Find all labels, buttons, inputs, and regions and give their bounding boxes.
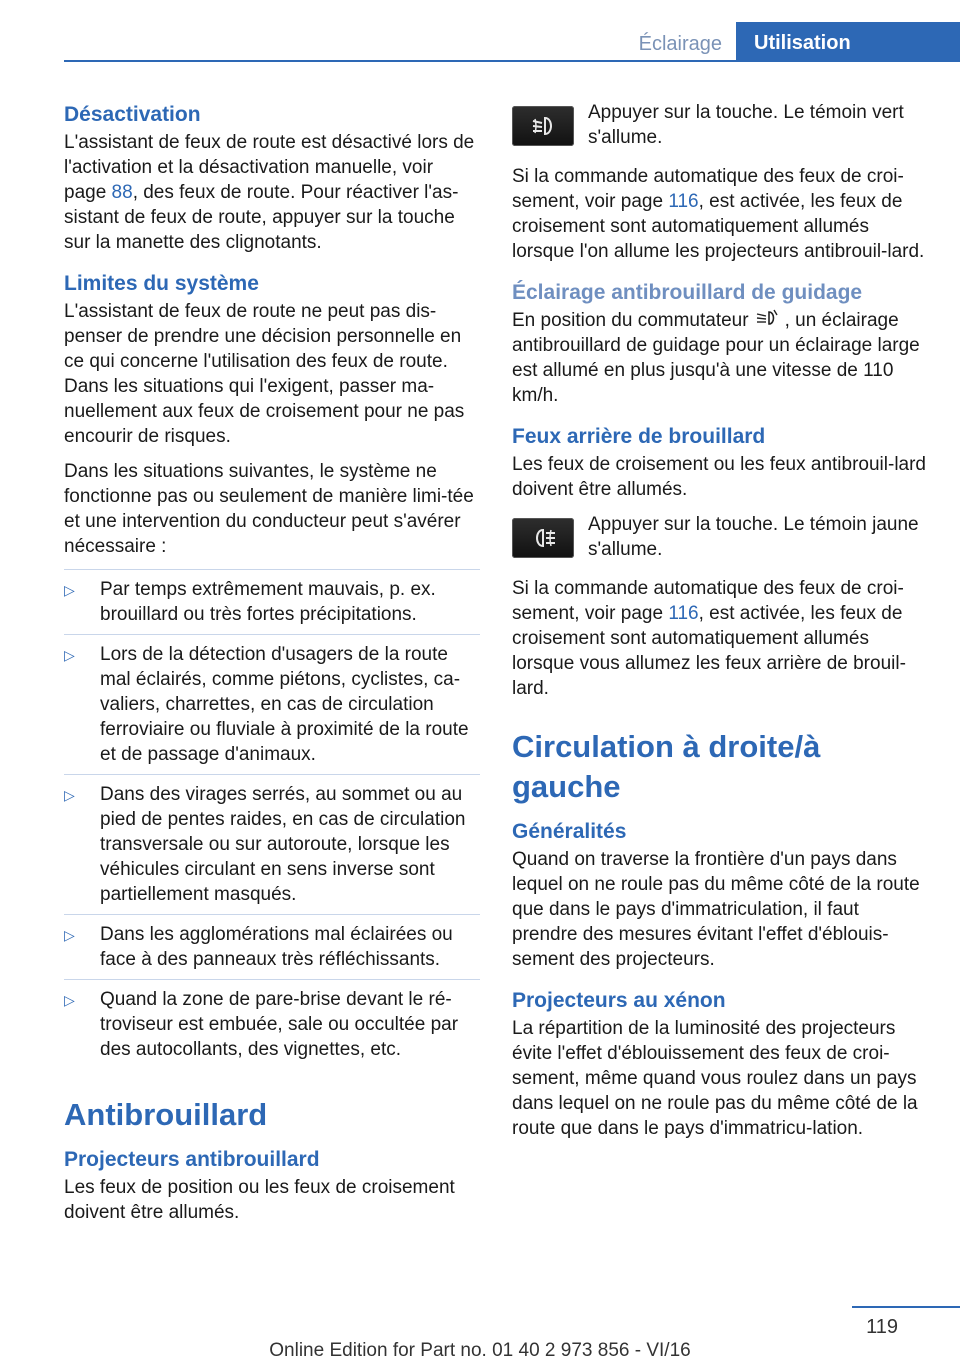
triangle-right-icon: ▷: [64, 647, 75, 663]
text-span: En position du commutateur: [512, 310, 749, 331]
paragraph-limites-1: L'assistant de feux de route ne peut pas dis-penser de prendre une décision personnelle en ce qui concerne l'utilisation des feux de route. Dans les situations qui l'exigent, passer ma-nuellement aux feux de croisement pour ne pas encourir de risques.: [64, 301, 465, 447]
triangle-right-icon: ▷: [64, 582, 75, 598]
heading-generalites: Généralités: [512, 820, 627, 843]
header-section-title: Éclairage: [638, 33, 722, 55]
triangle-right-icon: ▷: [64, 787, 75, 803]
text-span: , est activée, les feux de croisement sont automatiquement allumés lorsque l'on allume les projecteurs antibrouil-lard.: [512, 191, 925, 262]
front-fog-light-icon: [512, 106, 574, 146]
heading-desactivation: Désactivation: [64, 103, 201, 126]
paragraph-limites-2: Dans les situations suivantes, le système ne fonctionne pas ou seulement de manière limi-tée et une intervention du conducteur peut s'avérer nécessaire :: [64, 461, 474, 557]
text-span: Si la commande automatique des feux de croi-sement, voir page: [512, 166, 904, 212]
heading-guidage: Éclairage antibrouillard de guidage: [512, 281, 863, 304]
paragraph-feux-arriere: Les feux de croisement ou les feux antibrouil-lard doivent être allumés.: [512, 454, 927, 500]
text-span: , est activée, les feux de croisement sont automatiquement allumés lorsque vous allumez les feux arrière de brouil-lard.: [512, 603, 906, 699]
list-item: [64, 569, 480, 635]
heading-circulation: Circulation à droite/à gauche: [512, 729, 821, 804]
heading-limites: Limites du système: [64, 272, 259, 295]
left-column: [64, 100, 480, 1225]
paragraph-xenon: La répartition de la luminosité des projecteurs évite l'effet d'éblouissement des feux de croi-sement, même quand vous roulez dans un pays dans lequel on ne roule pas du même côté de la route que dans le pays d'immatricu-lation.: [512, 1018, 918, 1139]
text-span: Si la commande automatique des feux de croi-sement, voir page: [512, 578, 904, 624]
text-span: , un éclairage antibrouillard de guidage pour un éclairage large est allumé en plus jusqu'à une vitesse de 110 km/h.: [512, 310, 920, 406]
list-item-text: Dans des virages serrés, au sommet ou au pied de pentes raides, en cas de circulation transversale ou sur autoroute, lorsque les véhicules circulant en sens inverse sont partiellement masqués.: [100, 784, 466, 905]
list-item: [64, 775, 480, 915]
rear-fog-light-icon: [512, 518, 574, 558]
edition-footer: Online Edition for Part no. 01 40 2 973 856 - VI/16: [269, 1340, 691, 1361]
limitations-list: [64, 569, 480, 1069]
list-item: [64, 915, 480, 980]
header-rule: [64, 60, 960, 62]
list-item: [64, 980, 480, 1069]
rear-fog-instruction: Appuyer sur la touche. Le témoin jaune s'allume.: [588, 514, 919, 560]
heading-xenon: Projecteurs au xénon: [512, 989, 726, 1012]
right-column: [512, 100, 928, 1141]
front-fog-instruction: Appuyer sur la touche. Le témoin vert s'allume.: [588, 102, 904, 148]
paragraph-projecteurs: Les feux de position ou les feux de croisement doivent être allumés.: [64, 1177, 455, 1223]
page-link-116[interactable]: 116: [668, 603, 699, 624]
footer-rule: [0, 1306, 960, 1308]
paragraph-auto-front: [512, 164, 928, 264]
list-item-text: Lors de la détection d'usagers de la route mal éclairés, comme piétons, cyclistes, ca-valiers, charrettes, en cas de circulation ferroviaire ou fluviale à proximité de la route et de passage d'animaux.: [100, 644, 469, 765]
heading-feux-arriere: Feux arrière de brouillard: [512, 425, 766, 448]
list-item: [64, 635, 480, 775]
text-span: L'assistant de feux de route est désactivé lors de l'activation et la désactivation manuelle, voir page: [64, 132, 475, 203]
paragraph-guidage: [512, 308, 928, 408]
list-item-text: Par temps extrêmement mauvais, p. ex. brouillard ou très fortes précipitations.: [100, 579, 436, 625]
paragraph-desactivation: [64, 130, 480, 255]
paragraph-generalites: Quand on traverse la frontière d'un pays dans lequel on ne roule pas du même côté de la route que dans le pays d'immatriculation, il faut prendre des mesures évitant l'effet d'éblouis-sement des projecteurs.: [512, 849, 920, 970]
heading-projecteurs-antibrouillard: Projecteurs antibrouillard: [64, 1148, 320, 1171]
light-switch-icon: [753, 308, 781, 330]
list-item-text: Dans les agglomérations mal éclairées ou face à des panneaux très réfléchissants.: [100, 924, 453, 970]
page-link-88[interactable]: 88: [111, 182, 133, 203]
page-link-116[interactable]: 116: [668, 191, 699, 212]
header-chapter-tab: Utilisation: [736, 22, 960, 62]
heading-antibrouillard: Antibrouillard: [64, 1097, 268, 1132]
text-span: , des feux de route. Pour réactiver l'as-sistant de feux de route, appuyer sur la touche sur la manette des clignotants.: [64, 182, 459, 253]
list-item-text: Quand la zone de pare-brise devant le ré-troviseur est embuée, sale ou occultée par des autocollants, des vignettes, etc.: [100, 989, 459, 1060]
rear-fog-button-row: [512, 512, 928, 562]
triangle-right-icon: ▷: [64, 992, 75, 1008]
page-number: 119: [866, 1316, 898, 1338]
paragraph-auto-rear: [512, 576, 928, 701]
triangle-right-icon: ▷: [64, 927, 75, 943]
front-fog-button-row: [512, 100, 928, 150]
